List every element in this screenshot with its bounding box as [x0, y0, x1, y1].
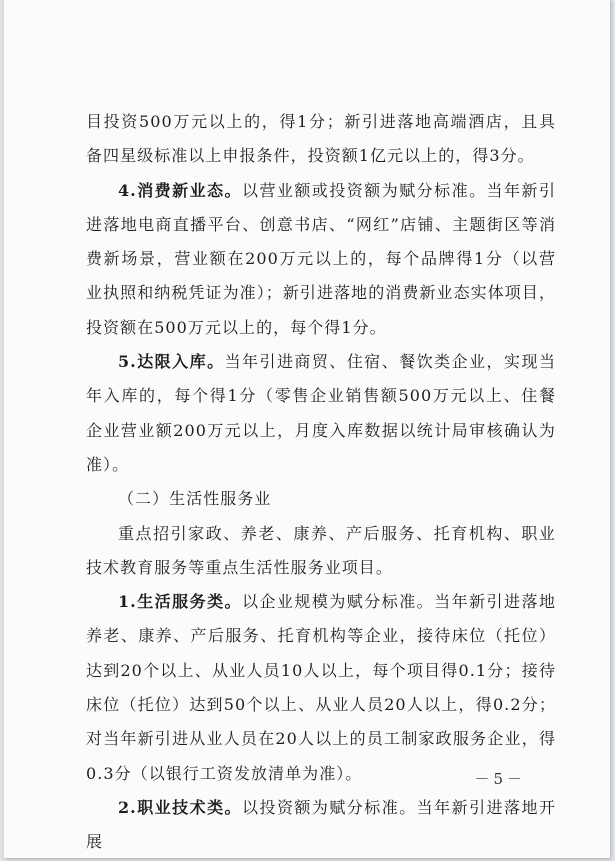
- paragraph-life-services-intro: [86, 517, 556, 586]
- page-number: －5－: [474, 770, 526, 788]
- section-heading-life-services: [86, 482, 556, 516]
- paragraph-heading: 5.达限入库。: [118, 352, 225, 372]
- paragraph-limit-entry: [86, 345, 556, 482]
- paragraph-text: 目投资500万元以上的，得1分；新引进落地高端酒店，且具备四星级标准以上申报条件，投资额1亿元以上的，得3分。: [86, 112, 556, 166]
- paragraph-heading: 4.消费新业态。: [118, 180, 243, 200]
- paragraph-life-service-category: [86, 585, 556, 791]
- paragraph-text: 以企业规模为赋分标准。当年新引进落地养老、康养、产后服务、托育机构等企业，接待床位（托位）达到20个以上、从业人员10人以上，每个项目得0.1分；接待床位（托位）达到50个以上、从业人员20人以上，得0.2分；对当年新引进从业人员在20人以上的员工制家政服务企业，得0.3分（以银行工资发放清单为准）。: [86, 592, 556, 783]
- paragraph-consumption-new-format: [86, 174, 556, 345]
- paragraph-hotel-investment: [86, 105, 556, 174]
- section-heading-text: （二）生活性服务业: [118, 489, 272, 509]
- document-body: [86, 105, 556, 860]
- paragraph-heading: 2.职业技术类。: [118, 797, 243, 817]
- paragraph-vocational-category: [86, 791, 556, 860]
- paragraph-text: 以投资额为赋分标准。当年新引进落地开展: [86, 797, 556, 852]
- paragraph-text: 当年引进商贸、住宿、餐饮类企业，实现当年入库的，每个得1分（零售企业销售额500万元以上、住餐企业营业额200万元以上，月度入库数据以统计局审核确认为准）。: [86, 352, 557, 474]
- document-page: [4, 0, 610, 858]
- paragraph-heading: 1.生活服务类。: [118, 592, 243, 612]
- paragraph-text: 重点招引家政、养老、康养、产后服务、托育机构、职业技术教育服务等重点生活性服务业项目。: [86, 523, 556, 577]
- paragraph-text: 以营业额或投资额为赋分标准。当年新引进落地电商直播平台、创意书店、“网红”店铺、主题街区等消费新场景，营业额在200万元以上的，每个品牌得1分（以营业执照和纳税凭证为准）；新引进落地的消费新业态实体项目，投资额在500万元以上的，每个得1分。: [86, 180, 556, 337]
